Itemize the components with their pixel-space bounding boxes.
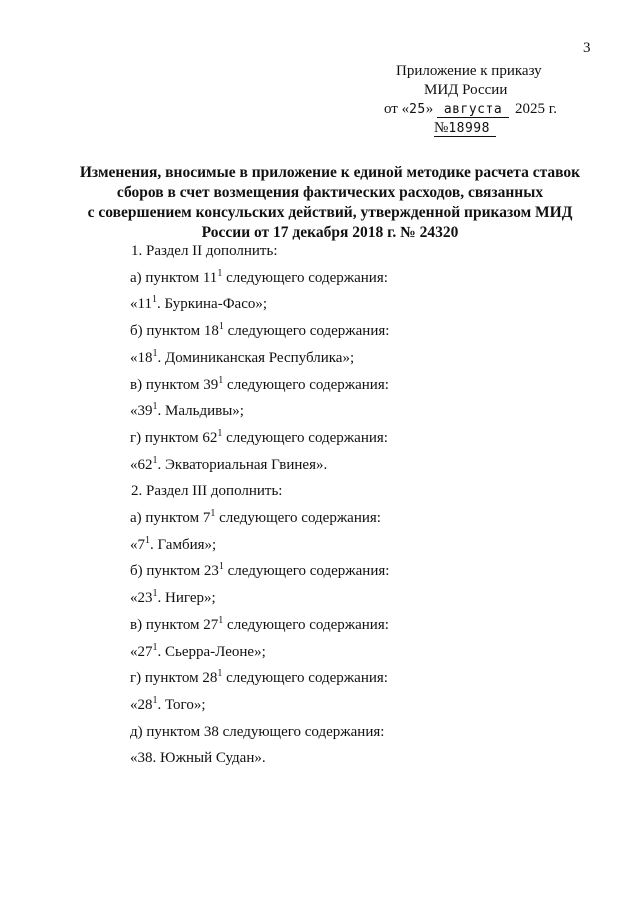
- list-item: [130, 348, 354, 368]
- item-superscript: 1: [217, 668, 223, 679]
- list-item: [130, 722, 384, 742]
- item-text: а) пунктом 11: [130, 270, 218, 286]
- list-item: [130, 508, 381, 528]
- item-text: а) пунктом 7: [130, 510, 211, 526]
- item-superscript: 1: [152, 695, 158, 706]
- list-item: [130, 695, 205, 715]
- number-prefix: №: [434, 120, 449, 136]
- document-title: [70, 163, 590, 243]
- list-item: [130, 321, 389, 341]
- list-item: [130, 588, 216, 608]
- list-item: [130, 615, 389, 635]
- item-text: б) пунктом 23: [130, 563, 219, 579]
- item-superscript: 1: [152, 348, 158, 359]
- date-prefix: от «: [384, 101, 410, 117]
- item-text-rest: следующего содержания:: [223, 377, 389, 393]
- list-item: [130, 535, 216, 555]
- item-text: «11: [130, 296, 152, 312]
- item-text-rest: следующего содержания:: [223, 323, 390, 339]
- section-heading: [131, 241, 277, 261]
- item-superscript: 1: [217, 428, 223, 439]
- item-text-rest: . Сьерра-Леоне»;: [157, 644, 266, 660]
- list-item: [130, 294, 267, 314]
- list-item: [130, 561, 389, 581]
- item-superscript: 1: [218, 375, 224, 386]
- date-year: 2025 г.: [515, 101, 557, 117]
- item-text: г) пунктом 28: [130, 670, 218, 686]
- item-superscript: 1: [217, 268, 223, 279]
- item-text-rest: . Гамбия»;: [150, 537, 217, 553]
- item-text-rest: . Экваториальная Гвинея».: [157, 457, 328, 473]
- list-item: [130, 668, 388, 688]
- item-text: «62: [130, 457, 153, 473]
- item-text-rest: . Того»;: [157, 697, 206, 713]
- list-item: [130, 428, 388, 448]
- list-item: [130, 455, 327, 475]
- title-line-1: Изменения, вносимые в приложение к единой методике расчета ставок: [79, 164, 581, 181]
- item-text-rest: следующего содержания:: [222, 270, 388, 286]
- item-text: «18: [130, 350, 153, 366]
- item-text: «28: [130, 697, 153, 713]
- item-text: «39: [130, 403, 153, 419]
- item-text-rest: следующего содержания:: [222, 670, 388, 686]
- item-text-rest: . Нигер»;: [157, 590, 216, 606]
- item-text: д) пунктом 38 следующего содержания:: [130, 724, 385, 740]
- item-superscript: 1: [218, 615, 224, 626]
- item-text: 1. Раздел II дополнить:: [131, 243, 278, 259]
- item-text-rest: следующего содержания:: [215, 510, 381, 526]
- header-line-2: МИД России: [424, 82, 508, 98]
- item-text: 2. Раздел III дополнить:: [131, 483, 283, 499]
- order-number: [384, 119, 584, 138]
- list-item: [130, 375, 389, 395]
- item-superscript: 1: [145, 535, 150, 546]
- date-separator: »: [425, 101, 434, 117]
- item-superscript: 1: [152, 455, 158, 466]
- list-item: [130, 401, 244, 421]
- item-text: г) пунктом 62: [130, 430, 218, 446]
- item-superscript: 1: [152, 401, 158, 412]
- list-item: [130, 748, 266, 768]
- item-text: «7: [130, 537, 145, 553]
- date-day: 25: [409, 102, 426, 117]
- item-superscript: 1: [152, 588, 158, 599]
- item-text: в) пунктом 27: [130, 617, 219, 633]
- section-heading: [131, 481, 282, 501]
- item-superscript: 1: [151, 294, 157, 305]
- item-text-rest: . Буркина-Фасо»;: [156, 296, 268, 312]
- item-text-rest: . Мальдивы»;: [157, 403, 244, 419]
- item-text: «23: [130, 590, 153, 606]
- item-superscript: 1: [218, 321, 224, 332]
- item-text: в) пунктом 39: [130, 377, 219, 393]
- item-text-rest: следующего содержания:: [223, 563, 390, 579]
- page-number: 3: [583, 40, 591, 56]
- number-value: 18998: [448, 121, 490, 136]
- header-line-1: Приложение к приказу: [396, 63, 542, 79]
- item-text-rest: следующего содержания:: [223, 617, 389, 633]
- title-line-3: с совершением консульских действий, утвержденной приказом МИД: [87, 204, 573, 221]
- item-text-rest: . Доминиканская Республика»;: [157, 350, 355, 366]
- list-item: [130, 642, 266, 662]
- title-line-4: России от 17 декабря 2018 г. № 24320: [201, 224, 459, 241]
- date-month: августа: [437, 102, 509, 118]
- order-date: [384, 100, 584, 119]
- order-header: [384, 62, 584, 138]
- item-superscript: 1: [152, 642, 158, 653]
- item-text: «27: [130, 644, 153, 660]
- item-text: «38. Южный Судан».: [130, 750, 266, 766]
- item-superscript: 1: [218, 561, 224, 572]
- item-text-rest: следующего содержания:: [222, 430, 388, 446]
- item-superscript: 1: [210, 508, 216, 519]
- item-text: б) пунктом 18: [130, 323, 219, 339]
- title-line-2: сборов в счет возмещения фактических расходов, связанных: [116, 184, 544, 201]
- list-item: [130, 268, 388, 288]
